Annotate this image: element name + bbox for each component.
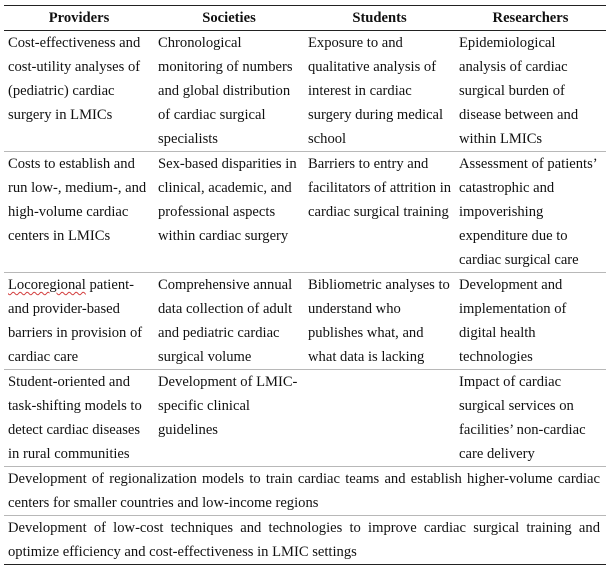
table-row [4,273,606,370]
table-cell: Exposure to and qualitative analysis of interest in cardiac surgery during medical school [304,31,455,152]
table-cell: Cost-effectiveness and cost-utility analyses of (pediatric) cardiac surgery in LMICs [4,31,154,152]
table-row [4,370,606,467]
table-cell: Assessment of patients’ catastrophic and impoverishing expenditure due to cardiac surgical care [455,152,606,273]
table-row-spanning [4,467,606,516]
research-priorities-document [4,5,606,565]
table-cell: Bibliometric analyses to understand who publishes what, and what data is lacking [304,273,455,370]
spellcheck-underlined-word: Locoregional [8,277,86,293]
table-row-spanning [4,516,606,565]
table-cell: Costs to establish and run low-, medium-, and high-volume cardiac centers in LMICs [4,152,154,273]
table-cell-locoregional: Locoregional patient- and provider-based barriers in provision of cardiac care [4,273,154,370]
column-header-researchers: Researchers [455,6,606,31]
table-header-row [4,6,606,31]
column-header-providers: Providers [4,6,154,31]
table-row [4,31,606,152]
column-header-societies: Societies [154,6,304,31]
table-cell: Comprehensive annual data collection of adult and pediatric cardiac surgical volume [154,273,304,370]
table-cell: Impact of cardiac surgical services on facilities’ non-cardiac care delivery [455,370,606,467]
spanning-cell: Development of low-cost techniques and technologies to improve cardiac surgical training and optimize efficiency and cost-effectiveness in LMIC settings [4,516,606,565]
spanning-cell: Development of regionalization models to train cardiac teams and establish higher-volume cardiac centers for smaller countries and low-income regions [4,467,606,516]
table-cell: Development of LMIC-specific clinical guidelines [154,370,304,467]
table-cell: Epidemiological analysis of cardiac surgical burden of disease between and within LMICs [455,31,606,152]
table-cell-empty [304,370,455,467]
table-cell: Student-oriented and task-shifting models to detect cardiac diseases in rural communities [4,370,154,467]
table-cell: Chronological monitoring of numbers and global distribution of cardiac surgical specialists [154,31,304,152]
table-cell: Barriers to entry and facilitators of attrition in cardiac surgical training [304,152,455,273]
table-row [4,152,606,273]
research-priorities-table [4,5,606,565]
column-header-students: Students [304,6,455,31]
table-cell: Development and implementation of digital health technologies [455,273,606,370]
table-cell: Sex-based disparities in clinical, academic, and professional aspects within cardiac surgery [154,152,304,273]
